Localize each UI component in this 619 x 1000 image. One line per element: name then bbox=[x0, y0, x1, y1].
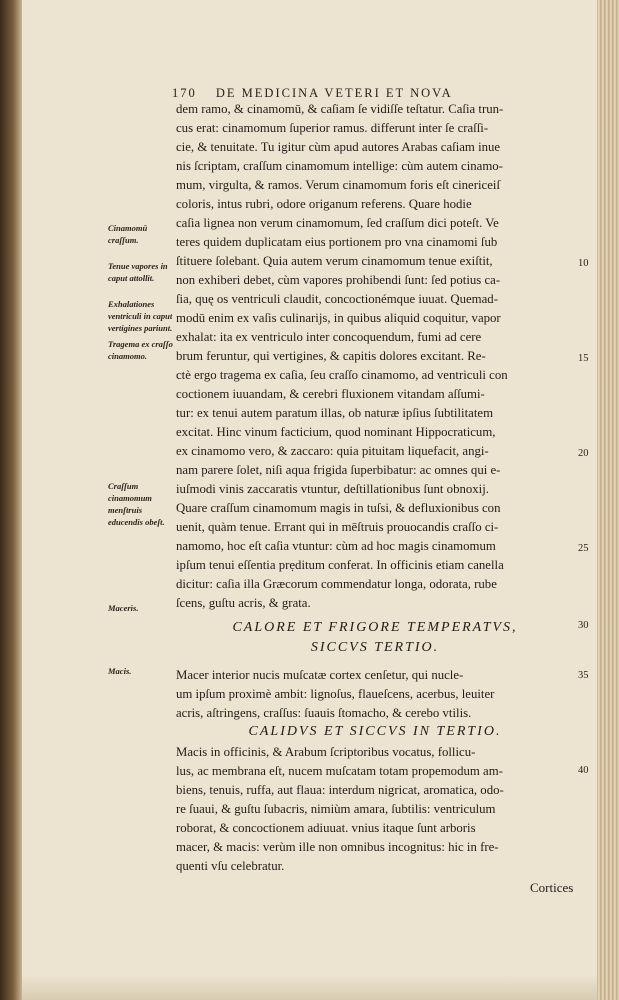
margin-note: Macerìs. bbox=[108, 603, 139, 613]
text-line: ſia, quę os ventriculi claudit, concoctionémque iuuat. Quemad- bbox=[176, 292, 498, 306]
line-number: 40 bbox=[578, 765, 589, 776]
margin-note: Macis. bbox=[108, 666, 132, 676]
line-number: 30 bbox=[578, 620, 589, 631]
text-line: excitat. Hinc vinum facticium, quod nominant Hippocraticum, bbox=[176, 425, 496, 439]
text-line: Macis in officinis, & Arabum ſcriptoribus vocatus, follicu- bbox=[176, 745, 476, 759]
text-line: exhalat: ita ex ventriculo inter concoquendum, fumi ad cere bbox=[176, 330, 482, 344]
text-line: uenit, quàm tenue. Errant qui in mēſtruis prouocandis craſſo ci- bbox=[176, 520, 499, 534]
margin-note: Tragema ex craſſo cinamomo. bbox=[108, 339, 173, 361]
text-line: Macer interior nucis muſcatæ cortex cenſetur, qui nucle- bbox=[176, 668, 464, 682]
page-number: 170 bbox=[172, 86, 197, 100]
running-title: DE MEDICINA VETERI ET NOVA bbox=[215, 86, 453, 100]
line-number: 15 bbox=[578, 353, 589, 364]
text-line: ctè ergo tragema ex caſia, ſeu craſſo cinamomo, ad ventriculi con bbox=[176, 368, 508, 382]
text-line: macer, & macis: verùm ille non omnibus incognitus: hic in fre- bbox=[176, 840, 499, 854]
text-line: non exhiberi debet, cùm vapores prohibendi ſunt: ſed potius ca- bbox=[176, 273, 501, 287]
line-number: 25 bbox=[578, 543, 589, 554]
margin-note: Cinamomū craſſum. bbox=[108, 223, 148, 245]
text-line: ſcens, guſtu acris, & grata. bbox=[176, 596, 311, 610]
text-line: ex cinamomo vero, & zaccaro: quia pituitam liquefacit, angi- bbox=[176, 444, 489, 458]
text-line: biens, tenuis, ruffa, aut flaua: interdum nigricat, aromatica, odo- bbox=[176, 783, 504, 797]
page-bottom bbox=[22, 975, 597, 1000]
text-line: ipſum tenui eſſentia prẹditum conferat. In officinis etiam canella bbox=[176, 558, 504, 572]
text-line: ſtituere ſolebant. Quia autem verum cinamomum tenue exiſtit, bbox=[176, 254, 493, 268]
text-line: um ipſum proximè ambit: lignoſus, flaueſcens, acerbus, leuiter bbox=[176, 687, 495, 701]
text-line: cus erat: cinamomum ſuperior ramus. differunt inter ſe craſſi- bbox=[176, 121, 489, 135]
text-line: brum feruntur, qui vertigines, & capitis dolores excitant. Re- bbox=[176, 349, 486, 363]
text-line: nis ſcriptam, craſſum cinamomum intellige: cùm autem cinamo- bbox=[176, 159, 503, 173]
line-number: 10 bbox=[578, 258, 589, 269]
text-line: re ſuaui, & guſtu ſubacris, nimiùm amara, ſubtilis: ventriculum bbox=[176, 802, 496, 816]
section-heading: SICCVS TERTIO. bbox=[310, 640, 440, 655]
line-number: 20 bbox=[578, 448, 589, 459]
text-line: coloris, intus rubri, odore origanum referens. Quare hodie bbox=[176, 197, 472, 211]
text-line: roborat, & concoctionem adiuuat. vnius itaque ſunt arboris bbox=[176, 821, 476, 835]
text-line: caſia lignea non verum cinamomum, ſed craſſum dici poteſt. Ve bbox=[176, 216, 499, 230]
text-line: mum, virgulta, & ramos. Verum cinamomum foris eſt cinericeiſ bbox=[176, 178, 501, 192]
text-line: dicitur: caſia illa Græcorum commendatur longa, odorata, rube bbox=[176, 577, 497, 591]
book-spine bbox=[0, 0, 22, 1000]
text-line: teres quidem duplicatam eius portionem pro vna cinamomi ſub bbox=[176, 235, 498, 249]
text-line: lus, ac membrana eſt, nucem muſcatam totam propemodum am- bbox=[176, 764, 503, 778]
section-heading: CALORE ET FRIGORE TEMPERATVS, bbox=[232, 620, 518, 635]
catchword: Cortices bbox=[530, 880, 574, 895]
margin-note: Craſſum cinamomum menſtruis educendis obeſt. bbox=[108, 481, 165, 527]
text-line: coctionem iuuandam, & cerebri fluxionem vitandam aſſumi- bbox=[176, 387, 485, 401]
text-line: quenti vſu celebratur. bbox=[176, 859, 285, 873]
text-line: Quare craſſum cinamomum magis in tuſsi, & defluxionibus con bbox=[176, 501, 501, 515]
text-line: nam parere ſolet, niſi aqua frigida ſuperbibatur: ac omnes qui e- bbox=[176, 463, 501, 477]
text-line: tur: ex tenui autem paratum illas, ob naturæ ipſius ſubtilitatem bbox=[176, 406, 494, 420]
text-line: modū enim ex vaſis culinarijs, in quibus aliquid coquitur, vapor bbox=[176, 311, 501, 325]
margin-note: Exhalationes ventriculi in caput vertigines pariunt. bbox=[108, 299, 173, 333]
text-line: dem ramo, & cinamomū, & caſiam ſe vidiſſe teſtatur. Caſia trun- bbox=[176, 102, 504, 116]
text-line: cie, & tenuitate. Tu igitur cùm apud autores Arabas caſiam inue bbox=[176, 140, 501, 154]
page-edges bbox=[597, 0, 619, 1000]
margin-note: Tenue vapores in caput attollit. bbox=[108, 261, 168, 283]
section-heading: CALIDVS ET SICCVS IN TERTIO. bbox=[248, 724, 502, 739]
line-number: 35 bbox=[578, 670, 589, 681]
text-line: namomo, hoc eſt caſia vtuntur: cùm ad hoc magis cinamomum bbox=[176, 539, 496, 553]
running-header bbox=[172, 86, 582, 101]
text-line: acris, aſtringens, craſſus: ſuauis ſtomacho, & cerebo vtilis. bbox=[176, 706, 472, 720]
text-line: iuſmodi vinis zaccaratis vtuntur, deſtillationibus ſunt obnoxij. bbox=[176, 482, 489, 496]
